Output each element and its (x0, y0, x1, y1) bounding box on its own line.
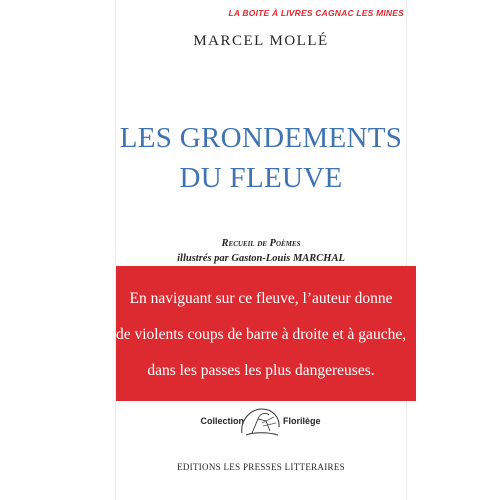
blurb-line-1: En naviguant sur ce fleuve, l’auteur donne (129, 290, 393, 307)
subtitle-line-1: Recueil de Poèmes (221, 238, 301, 249)
title-line-1: LES GRONDEMENTS (119, 122, 403, 154)
book-title (116, 118, 406, 198)
blurb-text (116, 281, 406, 389)
collection-label: Collection (200, 416, 244, 426)
library-stamp: LA BOITE À LIVRES CAGNAC LES MINES (228, 8, 404, 18)
subtitle-line-2: illustrés par Gaston-Louis MARCHAL (177, 253, 345, 264)
red-blurb-band (116, 266, 416, 401)
title-line-2: DU FLEUVE (179, 162, 343, 194)
author-name: MARCEL MOLLÉ (193, 33, 329, 49)
collection-name: Florilège (283, 416, 321, 426)
publisher-name: EDITIONS LES PRESSES LITTERAIRES (177, 462, 345, 472)
blurb-line-2: de violents coups de barre à droite et à gauche, (116, 326, 407, 343)
blurb-line-3: dans les passes les plus dangereuses. (147, 362, 375, 379)
collection-mark (116, 403, 406, 453)
collection-emblem-icon (236, 403, 286, 443)
book-subtitle (116, 236, 406, 266)
book-cover (115, 0, 407, 500)
